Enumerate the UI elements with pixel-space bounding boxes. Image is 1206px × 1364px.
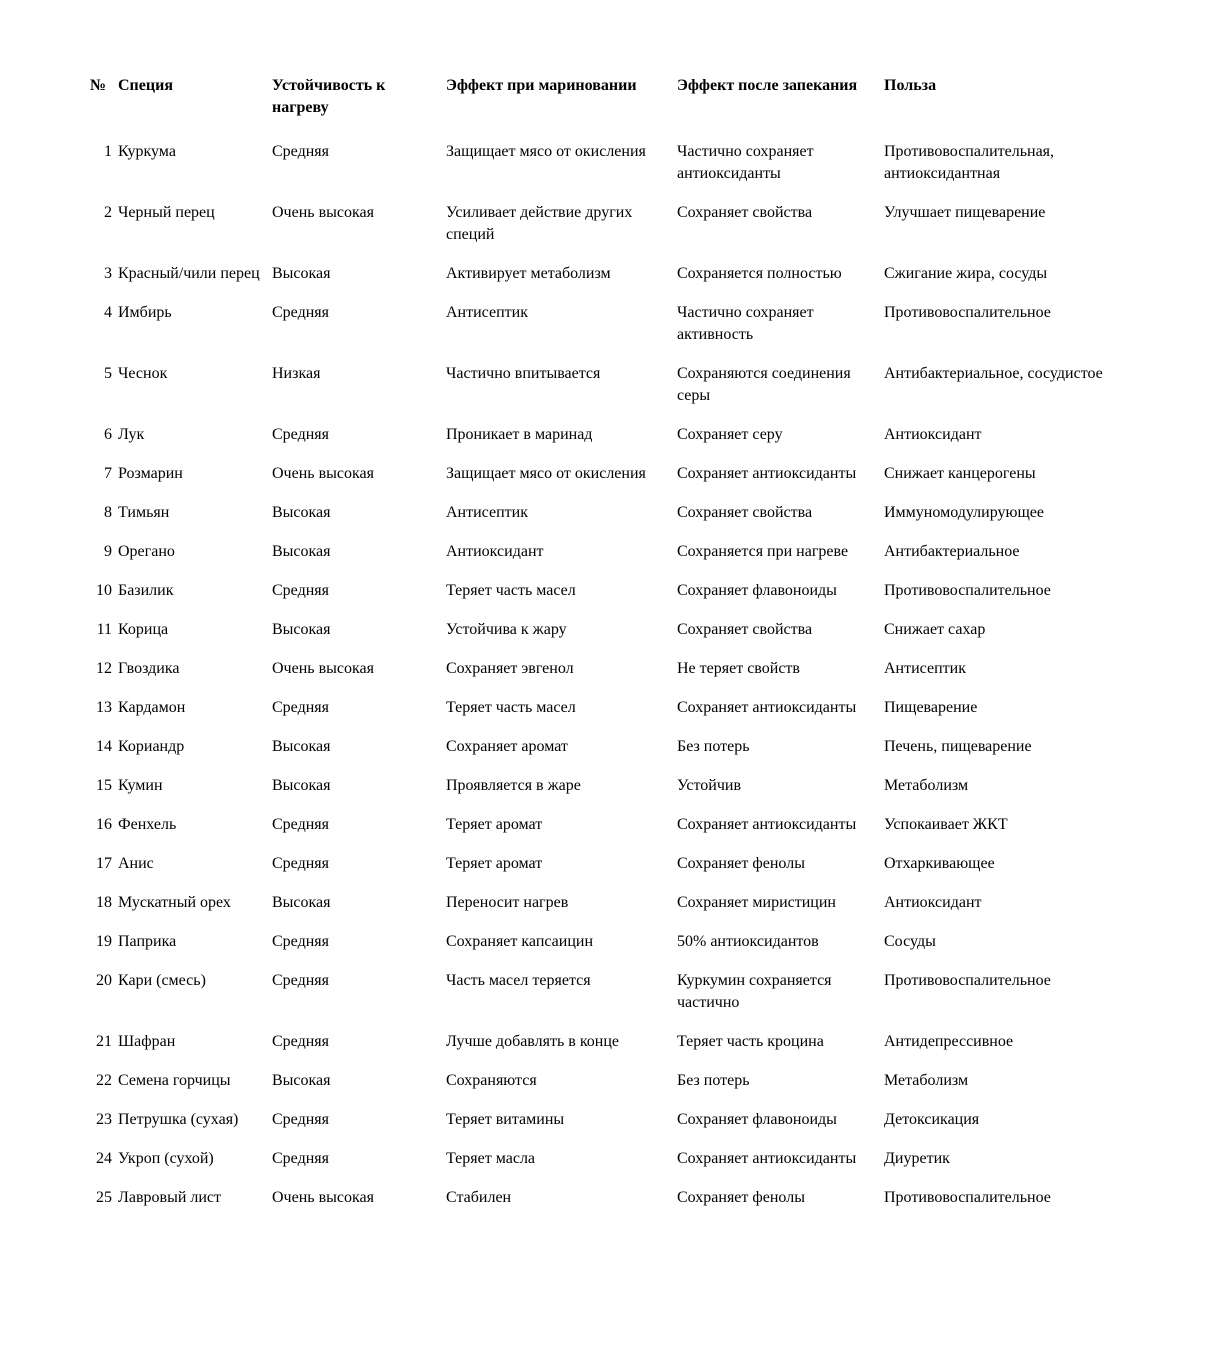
cell-spice-name: Базилик: [118, 582, 174, 599]
cell-benefit: Диуретик: [884, 1150, 950, 1167]
cell-heat-resistance: Низкая: [272, 365, 321, 382]
column-header-marinating-effect: Эффект при мариновании: [446, 77, 637, 94]
cell-heat-resistance: Средняя: [272, 855, 329, 872]
cell-marinating-effect: Теряет масла: [446, 1150, 536, 1167]
cell-benefit: Метаболизм: [884, 777, 969, 794]
cell-baking-effect: Частично сохраняет активность: [677, 304, 814, 343]
cell-benefit: Антисептик: [884, 660, 966, 677]
cell-spice-name: Имбирь: [118, 304, 172, 321]
cell-baking-effect: Сохраняет фенолы: [677, 1189, 805, 1206]
table-row: [90, 541, 1106, 580]
cell-marinating-effect: Теряет аромат: [446, 816, 543, 833]
cell-spice-name: Укроп (сухой): [118, 1150, 214, 1167]
cell-marinating-effect: Сохраняет эвгенол: [446, 660, 574, 677]
cell-marinating-effect: Лучше добавлять в конце: [446, 1033, 620, 1050]
cell-number: 6: [104, 426, 112, 443]
table-row: [90, 931, 1106, 970]
cell-marinating-effect: Стабилен: [446, 1189, 512, 1206]
cell-spice-name: Красный/чили перец: [118, 265, 260, 282]
cell-spice-name: Орегано: [118, 543, 175, 560]
cell-number: 2: [104, 204, 112, 221]
cell-baking-effect: Не теряет свойств: [677, 660, 800, 677]
cell-marinating-effect: Частично впитывается: [446, 365, 601, 382]
table-row: [90, 1148, 1106, 1187]
cell-benefit: Пищеварение: [884, 699, 978, 716]
table-row: [90, 580, 1106, 619]
cell-benefit: Снижает сахар: [884, 621, 986, 638]
cell-heat-resistance: Очень высокая: [272, 204, 374, 221]
cell-benefit: Противовоспалительное: [884, 1189, 1051, 1206]
cell-spice-name: Петрушка (сухая): [118, 1111, 239, 1128]
cell-benefit: Метаболизм: [884, 1072, 969, 1089]
cell-number: 21: [96, 1033, 112, 1050]
cell-benefit: Антибактериальное, сосудистое: [884, 365, 1103, 382]
table-row: [90, 502, 1106, 541]
cell-benefit: Антиоксидант: [884, 894, 982, 911]
cell-heat-resistance: Средняя: [272, 426, 329, 443]
cell-heat-resistance: Средняя: [272, 972, 329, 989]
cell-number: 9: [104, 543, 112, 560]
cell-benefit: Успокаивает ЖКТ: [884, 816, 1008, 833]
table-row: [90, 814, 1106, 853]
cell-heat-resistance: Очень высокая: [272, 1189, 374, 1206]
cell-benefit: Антиоксидант: [884, 426, 982, 443]
table-row: [90, 1031, 1106, 1070]
cell-baking-effect: Сохраняет флавоноиды: [677, 582, 837, 599]
cell-marinating-effect: Антисептик: [446, 304, 528, 321]
cell-marinating-effect: Антисептик: [446, 504, 528, 521]
table-header-row: [90, 75, 1106, 141]
cell-marinating-effect: Теряет витамины: [446, 1111, 565, 1128]
cell-spice-name: Анис: [118, 855, 154, 872]
cell-number: 16: [96, 816, 112, 833]
spices-table: [90, 75, 1106, 1226]
cell-number: 10: [96, 582, 112, 599]
cell-benefit: Противовоспалительная, антиоксидантная: [884, 143, 1055, 182]
cell-number: 15: [96, 777, 112, 794]
cell-benefit: Улучшает пищеварение: [884, 204, 1046, 221]
cell-benefit: Сосуды: [884, 933, 936, 950]
table-row: [90, 658, 1106, 697]
cell-number: 18: [96, 894, 112, 911]
cell-heat-resistance: Высокая: [272, 265, 331, 282]
column-header-number: №: [90, 77, 107, 94]
table-row: [90, 1109, 1106, 1148]
cell-heat-resistance: Средняя: [272, 1150, 329, 1167]
cell-number: 5: [104, 365, 112, 382]
cell-heat-resistance: Средняя: [272, 816, 329, 833]
cell-heat-resistance: Высокая: [272, 504, 331, 521]
cell-spice-name: Лавровый лист: [118, 1189, 222, 1206]
cell-number: 23: [96, 1111, 112, 1128]
column-header-spice: Специя: [118, 77, 173, 94]
table-row: [90, 892, 1106, 931]
cell-spice-name: Корица: [118, 621, 169, 638]
cell-baking-effect: Сохраняет свойства: [677, 504, 813, 521]
cell-spice-name: Лук: [118, 426, 145, 443]
cell-marinating-effect: Часть масел теряется: [446, 972, 591, 989]
cell-number: 8: [104, 504, 112, 521]
cell-heat-resistance: Очень высокая: [272, 465, 374, 482]
table-row: [90, 302, 1106, 363]
cell-number: 17: [96, 855, 112, 872]
cell-spice-name: Мускатный орех: [118, 894, 231, 911]
cell-number: 13: [96, 699, 112, 716]
cell-number: 11: [96, 621, 112, 638]
cell-spice-name: Черный перец: [118, 204, 215, 221]
cell-marinating-effect: Сохраняет аромат: [446, 738, 568, 755]
cell-benefit: Иммуномодулирующее: [884, 504, 1044, 521]
table-row: [90, 1187, 1106, 1226]
cell-heat-resistance: Высокая: [272, 738, 331, 755]
cell-marinating-effect: Устойчива к жару: [446, 621, 567, 638]
cell-baking-effect: Сохраняет фенолы: [677, 855, 805, 872]
cell-baking-effect: Без потерь: [677, 738, 750, 755]
cell-spice-name: Паприка: [118, 933, 177, 950]
cell-marinating-effect: Сохраняются: [446, 1072, 537, 1089]
table-body: [90, 141, 1106, 1226]
table-row: [90, 463, 1106, 502]
cell-spice-name: Фенхель: [118, 816, 177, 833]
cell-heat-resistance: Высокая: [272, 543, 331, 560]
table-row: [90, 202, 1106, 263]
cell-number: 22: [96, 1072, 112, 1089]
table-row: [90, 970, 1106, 1031]
table-row: [90, 736, 1106, 775]
cell-benefit: Снижает канцерогены: [884, 465, 1036, 482]
cell-benefit: Противовоспалительное: [884, 582, 1051, 599]
cell-baking-effect: Без потерь: [677, 1072, 750, 1089]
cell-number: 20: [96, 972, 112, 989]
cell-spice-name: Чеснок: [118, 365, 168, 382]
cell-marinating-effect: Теряет аромат: [446, 855, 543, 872]
cell-number: 19: [96, 933, 112, 950]
cell-heat-resistance: Высокая: [272, 621, 331, 638]
cell-baking-effect: Сохраняет серу: [677, 426, 783, 443]
cell-heat-resistance: Средняя: [272, 1033, 329, 1050]
table-row: [90, 775, 1106, 814]
cell-benefit: Противовоспалительное: [884, 972, 1051, 989]
cell-number: 24: [96, 1150, 112, 1167]
cell-heat-resistance: Средняя: [272, 933, 329, 950]
column-header-baking-effect: Эффект после запекания: [677, 77, 858, 94]
cell-spice-name: Кумин: [118, 777, 163, 794]
cell-number: 3: [104, 265, 112, 282]
cell-baking-effect: Сохраняет свойства: [677, 204, 813, 221]
cell-spice-name: Кари (смесь): [118, 972, 206, 989]
cell-heat-resistance: Средняя: [272, 143, 329, 160]
cell-marinating-effect: Теряет часть масел: [446, 582, 576, 599]
cell-marinating-effect: Теряет часть масел: [446, 699, 576, 716]
cell-marinating-effect: Защищает мясо от окисления: [446, 465, 646, 482]
cell-spice-name: Кориандр: [118, 738, 185, 755]
cell-baking-effect: Сохраняются соединения серы: [677, 365, 851, 404]
table-row: [90, 697, 1106, 736]
cell-heat-resistance: Высокая: [272, 894, 331, 911]
cell-number: 12: [96, 660, 112, 677]
cell-baking-effect: Сохраняет антиоксиданты: [677, 816, 857, 833]
cell-number: 14: [96, 738, 112, 755]
cell-marinating-effect: Защищает мясо от окисления: [446, 143, 646, 160]
cell-number: 1: [104, 143, 112, 160]
cell-spice-name: Шафран: [118, 1033, 176, 1050]
cell-marinating-effect: Проникает в маринад: [446, 426, 593, 443]
cell-baking-effect: Сохраняет флавоноиды: [677, 1111, 837, 1128]
cell-baking-effect: Сохраняет миристицин: [677, 894, 836, 911]
cell-marinating-effect: Сохраняет капсаицин: [446, 933, 594, 950]
cell-benefit: Детоксикация: [884, 1111, 980, 1128]
cell-heat-resistance: Очень высокая: [272, 660, 374, 677]
column-header-heat-resistance: Устойчивость к нагреву: [272, 77, 386, 116]
cell-spice-name: Куркума: [118, 143, 176, 160]
table-row: [90, 363, 1106, 424]
cell-marinating-effect: Проявляется в жаре: [446, 777, 581, 794]
cell-number: 4: [104, 304, 112, 321]
cell-baking-effect: Сохраняет свойства: [677, 621, 813, 638]
table-row: [90, 619, 1106, 658]
cell-benefit: Печень, пищеварение: [884, 738, 1032, 755]
cell-benefit: Антибактериальное: [884, 543, 1020, 560]
cell-baking-effect: Куркумин сохраняется частично: [677, 972, 832, 1011]
cell-spice-name: Семена горчицы: [118, 1072, 231, 1089]
cell-heat-resistance: Средняя: [272, 699, 329, 716]
cell-baking-effect: Сохраняется при нагреве: [677, 543, 849, 560]
cell-baking-effect: Сохраняется полностью: [677, 265, 842, 282]
cell-number: 7: [104, 465, 112, 482]
cell-marinating-effect: Антиоксидант: [446, 543, 544, 560]
cell-baking-effect: Сохраняет антиоксиданты: [677, 699, 857, 716]
cell-spice-name: Розмарин: [118, 465, 183, 482]
cell-baking-effect: Теряет часть кроцина: [677, 1033, 824, 1050]
cell-baking-effect: Устойчив: [677, 777, 742, 794]
cell-benefit: Сжигание жира, сосуды: [884, 265, 1048, 282]
cell-benefit: Отхаркивающее: [884, 855, 995, 872]
table-row: [90, 263, 1106, 302]
table-row: [90, 853, 1106, 892]
cell-baking-effect: 50% антиоксидантов: [677, 933, 819, 950]
cell-heat-resistance: Высокая: [272, 1072, 331, 1089]
table-row: [90, 424, 1106, 463]
cell-spice-name: Тимьян: [118, 504, 170, 521]
cell-marinating-effect: Усиливает действие других специй: [446, 204, 633, 243]
cell-benefit: Противовоспалительное: [884, 304, 1051, 321]
cell-number: 25: [96, 1189, 112, 1206]
cell-heat-resistance: Средняя: [272, 582, 329, 599]
cell-marinating-effect: Переносит нагрев: [446, 894, 569, 911]
table-row: [90, 1070, 1106, 1109]
cell-marinating-effect: Активирует метаболизм: [446, 265, 611, 282]
cell-heat-resistance: Средняя: [272, 1111, 329, 1128]
table-row: [90, 141, 1106, 202]
column-header-benefit: Польза: [884, 77, 937, 94]
cell-heat-resistance: Высокая: [272, 777, 331, 794]
cell-spice-name: Кардамон: [118, 699, 186, 716]
cell-benefit: Антидепрессивное: [884, 1033, 1014, 1050]
cell-baking-effect: Частично сохраняет антиоксиданты: [677, 143, 814, 182]
cell-baking-effect: Сохраняет антиоксиданты: [677, 465, 857, 482]
cell-heat-resistance: Средняя: [272, 304, 329, 321]
cell-spice-name: Гвоздика: [118, 660, 180, 677]
cell-baking-effect: Сохраняет антиоксиданты: [677, 1150, 857, 1167]
